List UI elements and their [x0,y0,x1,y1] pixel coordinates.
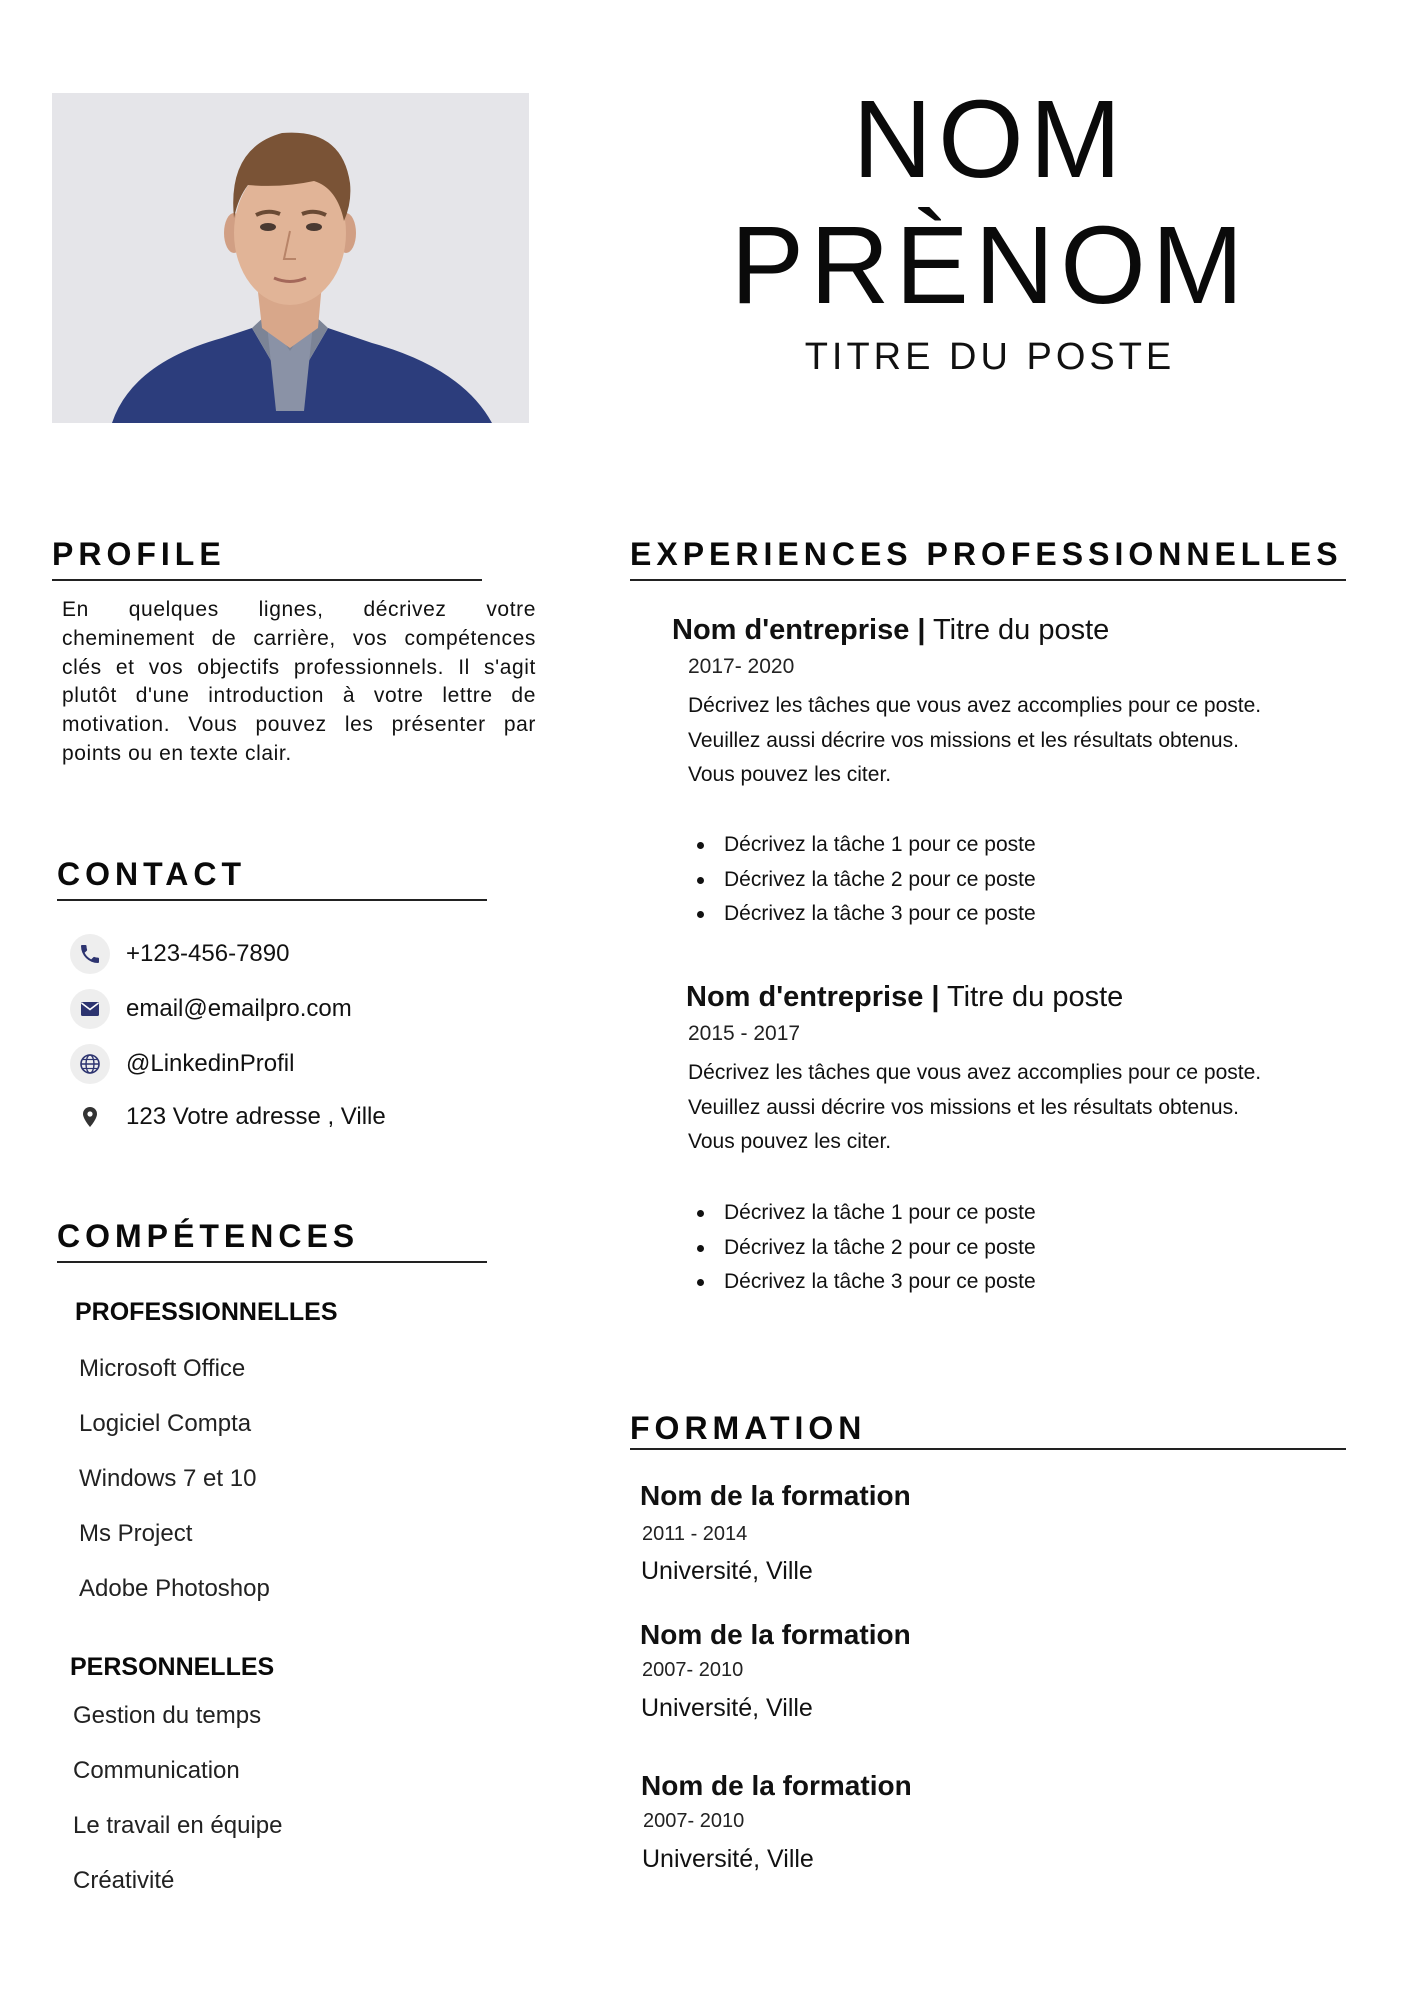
skill-item: Microsoft Office [79,1355,246,1382]
experience-divider [630,579,1346,581]
skill-item: Le travail en équipe [73,1812,283,1839]
linkedin-text: @LinkedinProfil [126,1050,295,1077]
skill-item: Communication [73,1757,240,1784]
description-line: Vous pouvez les citer. [688,1130,892,1153]
professional-skills-heading: PROFESSIONNELLES [75,1298,338,1326]
experience-2-dates: 2015 - 2017 [688,1022,801,1045]
experience-1-description [688,689,1348,793]
location-pin-icon [70,1097,110,1137]
formation-divider [630,1448,1346,1450]
skill-item: Windows 7 et 10 [79,1465,257,1492]
skill-item: Ms Project [79,1520,193,1547]
phone-text: +123-456-7890 [126,940,290,967]
profile-text: En quelques lignes, décrivez votre cheminement de carrière, vos compétences clés et vos objectifs professionnels. Il s'agit plutôt d'une introduction à votre lettre de motivation. Vous pouvez les présenter par points ou en texte clair. [62,598,536,765]
address-text: 123 Votre adresse , Ville [126,1103,386,1130]
name-second-line: PRÈNOM [730,204,1250,327]
description-line: Veuillez aussi décrire vos missions et les résultats obtenus. [688,1095,1239,1119]
contact-phone[interactable] [70,932,289,976]
skill-item: Logiciel Compta [79,1410,252,1437]
skill-item: Gestion du temps [73,1702,262,1729]
task-item: Décrivez la tâche 1 pour ce poste [724,1196,1036,1231]
contact-email[interactable] [70,987,352,1031]
name-first-line: NOM [852,78,1128,201]
profile-photo [52,93,529,423]
experience-2-title [686,981,1123,1014]
formation-1-dates: 2011 - 2014 [642,1523,748,1545]
formation-1-name: Nom de la formation [640,1480,911,1511]
email-text: email@emailpro.com [126,995,352,1022]
formation-3-school: Université, Ville [642,1845,814,1873]
skills-heading: COMPÉTENCES [57,1218,360,1254]
description-line: Décrivez les tâches que vous avez accomplies pour ce poste. [688,694,1262,717]
task-item: Décrivez la tâche 3 pour ce poste [724,1265,1036,1300]
contact-divider [57,899,487,901]
description-line: Décrivez les tâches que vous avez accomplies pour ce poste. [688,1061,1262,1084]
task-item: Décrivez la tâche 2 pour ce poste [724,863,1036,898]
skill-item: Adobe Photoshop [79,1575,270,1602]
profile-heading: PROFILE [52,536,226,572]
profile-divider [52,579,482,581]
task-item: Décrivez la tâche 1 pour ce poste [724,828,1036,863]
job-title: TITRE DU POSTE [804,336,1176,378]
globe-icon [70,1044,110,1084]
task-item: Décrivez la tâche 2 pour ce poste [724,1231,1036,1266]
contact-address [70,1095,386,1139]
mail-icon [70,989,110,1029]
formation-3-name: Nom de la formation [641,1770,912,1801]
formation-2-name: Nom de la formation [640,1619,911,1650]
portrait-illustration [52,93,529,423]
formation-1-school: Université, Ville [641,1557,813,1585]
experience-1-title [672,614,1109,647]
company-name: Nom d'entreprise | [686,981,940,1013]
description-line: Vous pouvez les citer. [688,763,892,786]
position-title: Titre du poste [925,614,1110,646]
experience-2-description [688,1056,1348,1160]
contact-linkedin[interactable] [70,1042,294,1086]
formation-3-dates: 2007- 2010 [643,1810,745,1832]
phone-icon [70,934,110,974]
experience-2-tasks [724,1196,1036,1300]
personal-skills-heading: PERSONNELLES [70,1653,275,1681]
skills-divider [57,1261,487,1263]
experience-heading: EXPERIENCES PROFESSIONNELLES [630,536,1343,572]
formation-heading: FORMATION [630,1410,867,1446]
contact-heading: CONTACT [57,856,247,892]
task-item: Décrivez la tâche 3 pour ce poste [724,897,1036,932]
formation-2-dates: 2007- 2010 [642,1659,744,1681]
experience-1-tasks [724,828,1036,932]
position-title: Titre du poste [939,981,1124,1013]
skill-item: Créativité [73,1867,175,1894]
description-line: Veuillez aussi décrire vos missions et les résultats obtenus. [688,728,1239,752]
experience-1-dates: 2017- 2020 [688,655,795,678]
formation-2-school: Université, Ville [641,1694,813,1722]
company-name: Nom d'entreprise | [672,614,926,646]
